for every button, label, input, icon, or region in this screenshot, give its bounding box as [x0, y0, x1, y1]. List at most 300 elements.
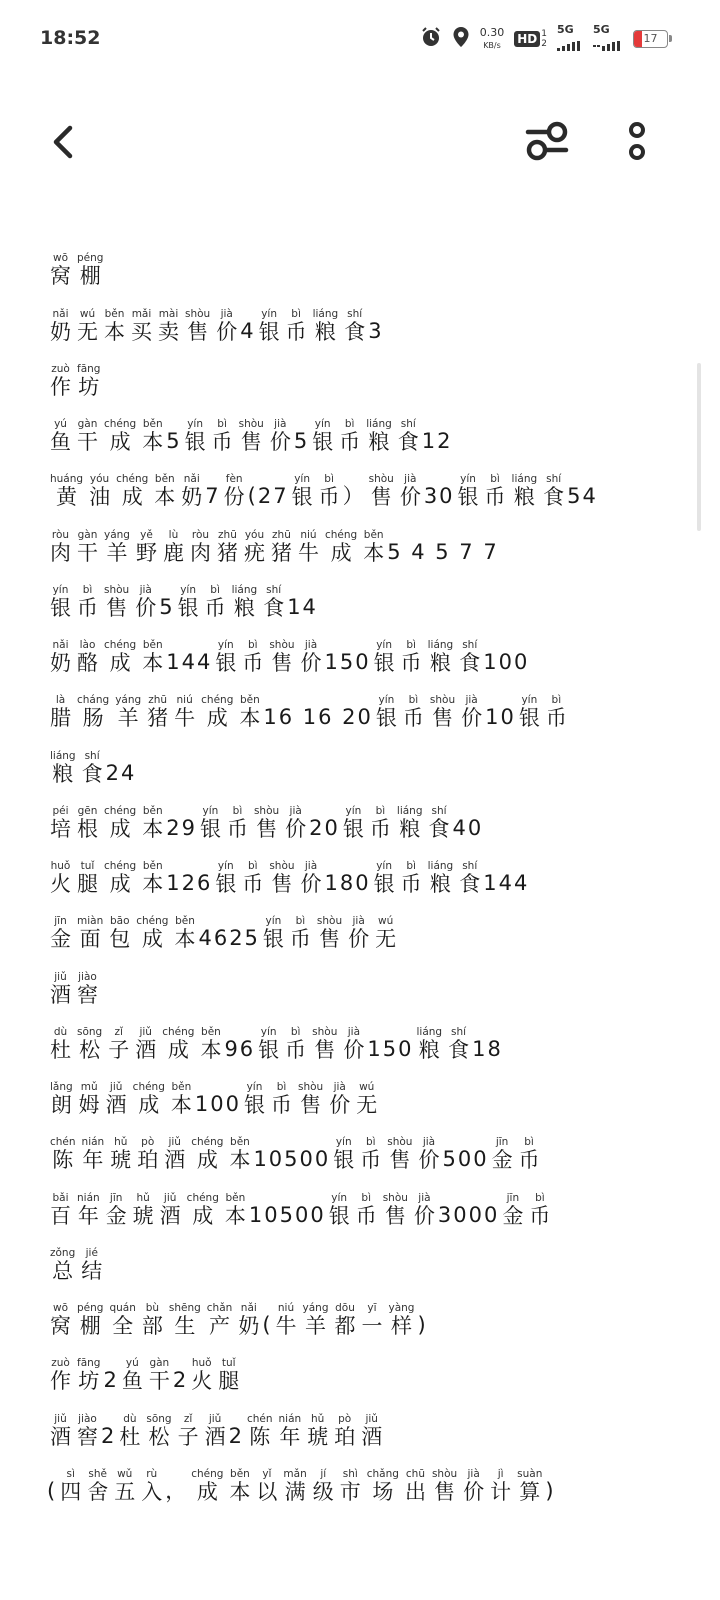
- network-2-label: 5G: [593, 22, 610, 36]
- pinyin: shòu: [382, 1191, 408, 1204]
- ruby-char: [360, 1137, 381, 1171]
- char: 币: [400, 651, 422, 675]
- char: 猪: [216, 540, 238, 565]
- char: 坊: [77, 1369, 101, 1394]
- char: 四: [60, 1479, 82, 1504]
- pinyin: chéng: [116, 473, 149, 486]
- ruby-char: [269, 640, 294, 674]
- ruby-char: [325, 530, 357, 564]
- ruby-char: [216, 309, 237, 343]
- ruby-char: [178, 585, 199, 619]
- char: 牛: [275, 1314, 297, 1338]
- plain-text: 100: [194, 1092, 241, 1116]
- pinyin: wō: [50, 252, 71, 265]
- ruby-char: [244, 1082, 265, 1116]
- plain-text: 2: [103, 1368, 119, 1393]
- pinyin: yín: [457, 473, 479, 486]
- pinyin: jià: [269, 418, 291, 430]
- char: 棚: [77, 1314, 104, 1338]
- ruby-char: [317, 916, 342, 950]
- char: 本: [170, 1093, 192, 1117]
- ruby-char: [361, 1303, 382, 1337]
- ruby-char: [131, 309, 152, 343]
- ruby-char: [270, 419, 291, 453]
- char: 买: [131, 319, 152, 344]
- pinyin: bì: [285, 1025, 307, 1038]
- text-line: [47, 453, 702, 508]
- pinyin: jiǔ: [159, 1191, 181, 1204]
- plain-text: 4625: [198, 926, 260, 951]
- pinyin: yín: [518, 694, 540, 707]
- char: 窖: [77, 982, 98, 1007]
- pinyin: péi: [50, 804, 71, 817]
- ruby-char: [104, 806, 136, 840]
- ruby-char: [458, 474, 479, 508]
- pinyin: běn: [224, 1191, 246, 1204]
- char: 松: [146, 1424, 172, 1449]
- ruby-char: [286, 309, 307, 343]
- char: 本: [142, 816, 164, 841]
- ruby-char: [244, 530, 265, 564]
- pinyin: shí: [543, 473, 565, 486]
- pinyin: jià: [463, 1467, 485, 1480]
- char: 粮: [427, 872, 454, 896]
- char: 珀: [334, 1424, 356, 1449]
- char: 本: [142, 430, 164, 454]
- char: 售: [238, 430, 264, 454]
- ruby-char: [50, 806, 71, 840]
- status-time: 18:52: [40, 27, 101, 49]
- char: 猪: [147, 706, 169, 731]
- char: 银: [199, 816, 221, 841]
- pinyin: liáng: [511, 473, 538, 486]
- pinyin: rù: [141, 1467, 163, 1480]
- char: 银: [373, 651, 395, 675]
- pinyin: yě: [135, 528, 157, 541]
- pinyin: jiào: [77, 970, 98, 983]
- pinyin: dōu: [334, 1302, 356, 1314]
- ruby-char: [119, 1414, 140, 1448]
- pinyin: tuǐ: [77, 860, 98, 872]
- ruby-char: [356, 1193, 377, 1227]
- status-bar: [0, 0, 720, 78]
- pinyin: bì: [226, 804, 248, 817]
- char: 包: [109, 927, 131, 952]
- char: 全: [109, 1314, 136, 1338]
- char: 无: [77, 319, 98, 344]
- char: 奶: [238, 1314, 260, 1338]
- ruby-char: [356, 1082, 377, 1116]
- pinyin: shí: [344, 307, 366, 320]
- char: 价: [463, 1479, 485, 1504]
- more-options-button[interactable]: [620, 118, 656, 164]
- ruby-char: [50, 474, 83, 508]
- char: 银: [291, 485, 313, 510]
- char: 场: [366, 1479, 399, 1504]
- pinyin: yín: [258, 1025, 280, 1038]
- char: 售: [297, 1093, 324, 1117]
- plain-text: 10: [485, 705, 516, 730]
- ruby-char: [298, 530, 319, 564]
- char: 金: [502, 1203, 524, 1228]
- plain-text: 24: [105, 760, 137, 785]
- ruby-char: [485, 474, 506, 508]
- ruby-char: [258, 1027, 279, 1061]
- char: 币: [204, 595, 226, 620]
- ruby-char: [348, 916, 369, 950]
- pinyin: fāng: [77, 1357, 101, 1370]
- pinyin: jià: [461, 694, 483, 707]
- pinyin: sōng: [146, 1412, 172, 1425]
- text-line: [47, 1282, 702, 1337]
- ruby-char: [178, 1414, 199, 1448]
- plain-text: 4: [240, 318, 256, 343]
- char: 本: [104, 319, 125, 344]
- char: 成: [191, 1148, 224, 1173]
- char: 琥: [307, 1424, 329, 1449]
- char: 成: [104, 816, 137, 841]
- pinyin: bì: [400, 639, 422, 651]
- char: 陈: [246, 1424, 273, 1449]
- ruby-char: [77, 253, 103, 287]
- pinyin: chǎn: [206, 1302, 233, 1314]
- char: 售: [269, 872, 295, 896]
- speed-unit: KB/s: [483, 41, 501, 50]
- char: 币: [369, 816, 391, 841]
- plain-text: 180: [324, 871, 371, 895]
- char: 价: [300, 872, 322, 896]
- plain-text: 150: [367, 1036, 414, 1061]
- plain-text: (27: [247, 484, 289, 509]
- pinyin: yú: [121, 1357, 143, 1370]
- text-line: [47, 1116, 702, 1171]
- ruby-char: [279, 1414, 302, 1448]
- pinyin: jià: [418, 1136, 440, 1149]
- char: 粮: [50, 761, 76, 786]
- char: 银: [177, 595, 199, 620]
- plain-text: ）: [342, 484, 366, 509]
- text-line: [47, 1006, 702, 1061]
- ruby-char: [77, 916, 103, 950]
- ruby-char: [82, 1137, 105, 1171]
- char: 生: [168, 1314, 201, 1338]
- pinyin: hǔ: [132, 1191, 154, 1204]
- pinyin: jiǔ: [204, 1412, 226, 1425]
- ruby-char: [77, 806, 98, 840]
- char: 本: [363, 540, 385, 565]
- pinyin: bì: [355, 1191, 377, 1204]
- ruby-char: [303, 1303, 329, 1337]
- ruby-char: [285, 806, 306, 840]
- pinyin: jīn: [50, 915, 71, 928]
- char: 窝: [50, 264, 71, 289]
- alarm-icon: [420, 26, 442, 52]
- pinyin: niú: [174, 694, 196, 707]
- char: 都: [334, 1314, 356, 1338]
- ruby-char: [271, 530, 292, 564]
- ruby-char: [263, 585, 284, 619]
- ruby-char: [163, 530, 184, 564]
- hd-sub-top: 1: [541, 29, 547, 39]
- ruby-char: [387, 1137, 412, 1171]
- ruby-char: [292, 474, 313, 508]
- ruby-char: [312, 1027, 337, 1061]
- pinyin: bì: [285, 307, 307, 320]
- ruby-char: [142, 861, 163, 895]
- ruby-char: [502, 1193, 523, 1227]
- char: 牛: [297, 540, 319, 565]
- char: 子: [108, 1037, 130, 1062]
- ruby-char: [77, 695, 109, 729]
- char: 腊: [50, 706, 71, 731]
- char: 成: [201, 706, 234, 731]
- ruby-char: [133, 1193, 154, 1227]
- pinyin: běn: [239, 694, 261, 707]
- ruby-char: [114, 1469, 135, 1503]
- ruby-char: [160, 1193, 181, 1227]
- pinyin: běn: [142, 639, 164, 651]
- ruby-char: [428, 861, 454, 895]
- pinyin: gàn: [77, 418, 98, 430]
- pinyin: chéng: [324, 528, 358, 541]
- char: 成: [136, 927, 169, 952]
- ruby-char: [79, 1082, 100, 1116]
- ruby-char: [269, 861, 294, 895]
- pinyin: chéng: [132, 1081, 165, 1093]
- pinyin: jiǔ: [105, 1081, 127, 1093]
- char: 价: [348, 927, 370, 952]
- text-line: [47, 619, 702, 674]
- plain-text: 3: [368, 318, 384, 343]
- ruby-char: [363, 530, 384, 564]
- char: 总: [50, 1258, 76, 1283]
- char: 猪: [270, 540, 292, 565]
- char: 粮: [396, 816, 423, 841]
- char: 腿: [77, 872, 98, 896]
- char: 币: [339, 430, 361, 454]
- char: 金: [50, 927, 71, 952]
- ruby-char: [239, 419, 264, 453]
- ruby-char: [229, 1469, 250, 1503]
- plain-text: 54: [567, 484, 598, 509]
- ruby-char: [370, 806, 391, 840]
- pinyin: yín: [373, 639, 395, 651]
- ruby-char: [238, 1303, 259, 1337]
- back-button[interactable]: [46, 120, 86, 164]
- pinyin: zǐ: [177, 1412, 199, 1425]
- char: 成: [104, 430, 137, 454]
- char: 售: [269, 651, 295, 675]
- text-line: [47, 564, 702, 619]
- ruby-char: [50, 1027, 71, 1061]
- pinyin: bì: [484, 473, 506, 486]
- char: 坊: [77, 374, 101, 399]
- pinyin: bì: [77, 583, 98, 596]
- plain-text: 144: [166, 650, 213, 674]
- ruby-char: [366, 419, 392, 453]
- ruby-char: [104, 640, 136, 674]
- plain-text: 5 4 5 7 7: [387, 539, 499, 564]
- ruby-char: [401, 640, 422, 674]
- text-line: [47, 895, 702, 950]
- char: 金: [105, 1203, 127, 1228]
- pinyin: yī: [361, 1302, 383, 1314]
- ruby-char: [546, 695, 567, 729]
- hd-sub-bottom: 2: [541, 39, 547, 49]
- pinyin: liáng: [427, 639, 454, 651]
- char: 酒: [50, 982, 71, 1007]
- char: 成: [104, 651, 137, 675]
- pinyin: jià: [399, 473, 421, 486]
- char: 币: [400, 872, 422, 896]
- char: 本: [224, 1203, 246, 1228]
- pinyin: péng: [77, 252, 104, 265]
- pinyin: shí: [397, 418, 419, 430]
- pinyin: liáng: [416, 1025, 443, 1038]
- char: 结: [81, 1258, 103, 1283]
- text-line: [47, 785, 702, 840]
- ruby-char: [367, 1469, 399, 1503]
- ruby-char: [60, 1469, 81, 1503]
- char: 成: [132, 1093, 165, 1117]
- char: 黄: [50, 485, 84, 510]
- char: 琥: [110, 1148, 132, 1173]
- ruby-char: [106, 1193, 127, 1227]
- battery-level: 17: [643, 32, 658, 45]
- pinyin: liáng: [312, 307, 339, 320]
- pinyin: nián: [81, 1136, 105, 1149]
- pinyin: jīn: [105, 1191, 127, 1204]
- pinyin: mǔ: [78, 1081, 100, 1093]
- ruby-char: [285, 1027, 306, 1061]
- char: 火: [191, 1369, 213, 1394]
- char: 培: [50, 816, 71, 841]
- ruby-char: [414, 1193, 435, 1227]
- char: 银: [457, 485, 479, 510]
- char: 酒: [164, 1148, 186, 1173]
- plain-text: 10500: [253, 1147, 331, 1172]
- ruby-char: [256, 1469, 277, 1503]
- pinyin: péng: [77, 1302, 104, 1314]
- pinyin: shí: [263, 583, 285, 596]
- char: 价: [269, 430, 291, 454]
- ruby-char: [490, 1469, 511, 1503]
- char: 腿: [218, 1369, 240, 1394]
- char: 无: [356, 1093, 378, 1117]
- char: 售: [431, 1479, 458, 1504]
- back-arrow-icon: [46, 120, 86, 164]
- note-content: [47, 232, 702, 1503]
- ruby-char: [374, 640, 395, 674]
- ruby-char: [154, 474, 175, 508]
- ruby-char: [215, 640, 236, 674]
- ruby-char: [141, 1469, 162, 1503]
- char: 银: [184, 430, 206, 454]
- ruby-char: [115, 695, 141, 729]
- pinyin: jié: [81, 1246, 103, 1259]
- pinyin: bì: [369, 804, 391, 817]
- ruby-char: [50, 419, 71, 453]
- ruby-char: [174, 916, 195, 950]
- char: 币: [529, 1203, 551, 1228]
- ruby-char: [207, 1303, 233, 1337]
- pinyin: wō: [50, 1302, 71, 1314]
- ruby-char: [301, 861, 322, 895]
- ruby-char: [50, 861, 71, 895]
- char: 售: [185, 319, 211, 344]
- char: 币: [270, 1093, 292, 1117]
- ruby-char: [77, 309, 98, 343]
- char: 野: [135, 540, 157, 565]
- char: 币: [285, 1037, 307, 1062]
- pinyin: chéng: [201, 694, 234, 707]
- pinyin: běn: [154, 473, 176, 486]
- pinyin: ròu: [189, 528, 211, 541]
- network-1-label: 5G: [557, 22, 574, 36]
- plain-text: ，: [165, 1478, 189, 1503]
- pinyin: jiǔ: [135, 1025, 157, 1038]
- plain-text: 126: [166, 871, 213, 895]
- pinyin: běn: [229, 1136, 251, 1149]
- ruby-char: [87, 1469, 108, 1503]
- char: 银: [518, 706, 540, 731]
- ruby-char: [339, 419, 360, 453]
- char: 价: [216, 319, 238, 344]
- ruby-char: [191, 1358, 212, 1392]
- plain-text: ): [545, 1478, 556, 1503]
- char: 姆: [78, 1093, 100, 1117]
- pinyin: běn: [170, 1081, 192, 1093]
- pinyin: jià: [343, 1025, 365, 1038]
- char: 本: [142, 651, 164, 675]
- ruby-char: [376, 695, 397, 729]
- char: 银: [342, 816, 364, 841]
- filter-settings-button[interactable]: [522, 118, 572, 164]
- pinyin: yín: [375, 694, 397, 707]
- char: 币: [77, 595, 98, 620]
- pinyin: chǎng: [366, 1467, 399, 1480]
- char: 一: [361, 1314, 383, 1338]
- pinyin: liáng: [366, 418, 392, 430]
- ruby-char: [492, 1137, 513, 1171]
- char: 疣: [243, 540, 265, 565]
- ruby-char: [369, 474, 394, 508]
- ruby-char: [142, 806, 163, 840]
- pinyin: ròu: [50, 528, 71, 541]
- plain-text: 100: [483, 650, 530, 674]
- ruby-char: [77, 585, 98, 619]
- pinyin: yín: [258, 307, 280, 320]
- ruby-char: [229, 1137, 250, 1171]
- ruby-char: [259, 309, 280, 343]
- pinyin: huǒ: [50, 860, 71, 872]
- pinyin: wú: [77, 307, 98, 320]
- ruby-char: [77, 1414, 98, 1448]
- pinyin: jià: [300, 639, 322, 651]
- pinyin: běn: [104, 307, 125, 320]
- pinyin: nián: [278, 1412, 302, 1425]
- plain-text: 96: [224, 1036, 256, 1061]
- ruby-char: [50, 751, 76, 785]
- ruby-char: [50, 364, 71, 398]
- ruby-char: [459, 640, 480, 674]
- ruby-char: [224, 474, 245, 508]
- text-line: [47, 1227, 702, 1282]
- ruby-char: [104, 530, 130, 564]
- ruby-char: [517, 1469, 542, 1503]
- char: 油: [89, 485, 111, 510]
- ruby-char: [212, 419, 233, 453]
